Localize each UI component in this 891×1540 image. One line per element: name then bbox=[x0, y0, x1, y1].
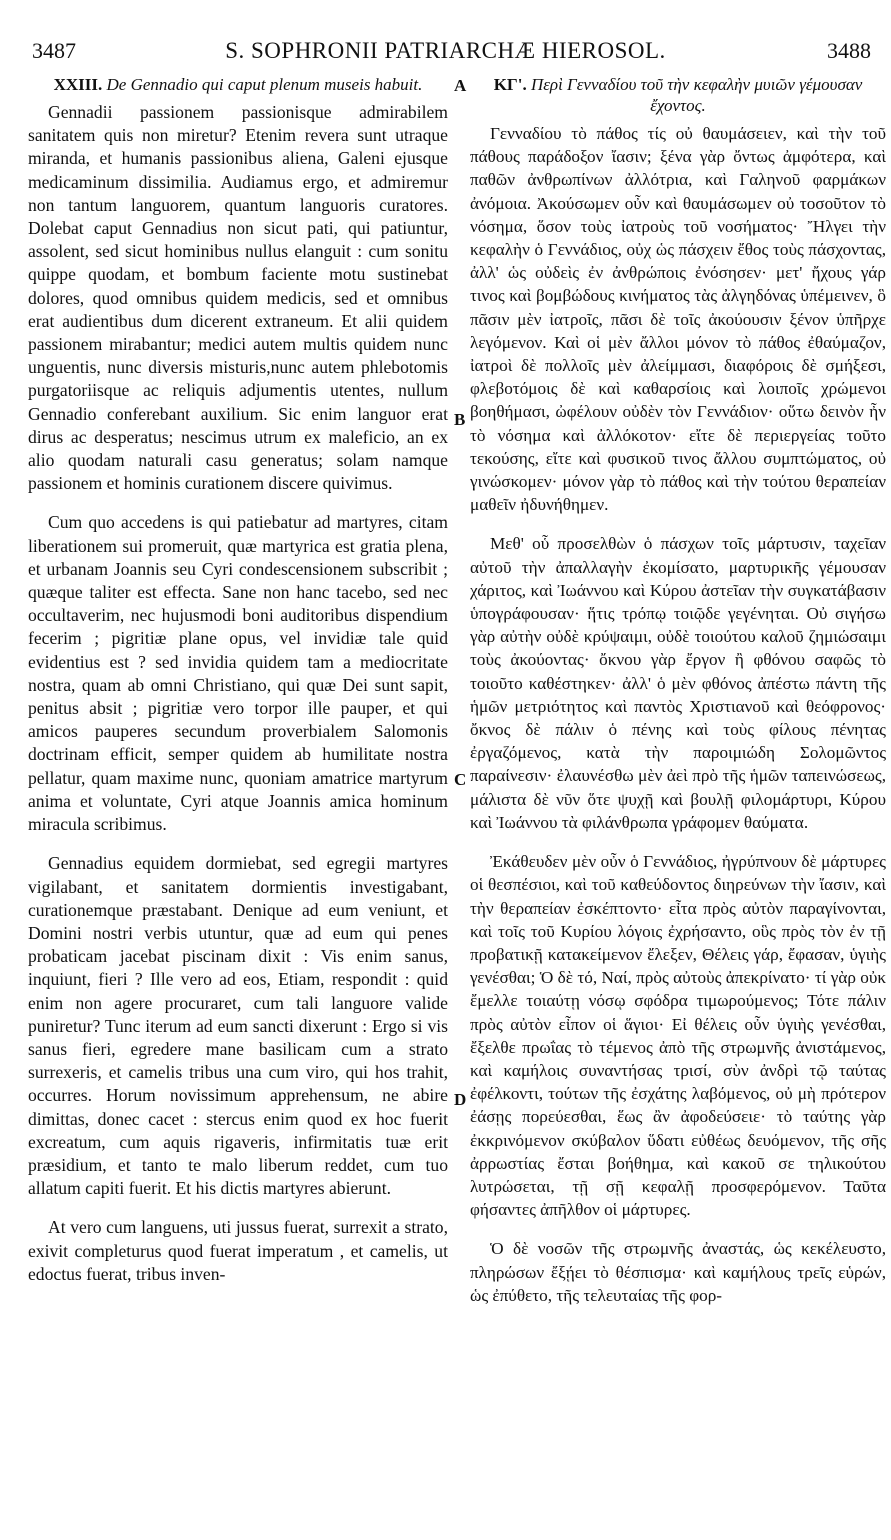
greek-paragraph: Γενναδίου τὸ πάθος τίς οὐ θαυμάσειεν, καὶ τὴν τοῦ πάθους παράδοξον ἴασιν; ξένα γὰρ ὄντως ἀμφότερα, καὶ παθῶν ἀνθρωπίνων ἀλλότρια, καὶ Γαληνοῦ φαρμάκων ἀνόμοια. Ἀκούσωμεν οὖν καὶ θαυμάσωμεν οὐ τοσοῦτον τὸ νόσημα, ὅσον τοὺς ἰατροὺς τοῦ νοσήματος· Ἤλγει τὴν κεφαλὴν ὁ Γεννάδιος, οὐχ ὡς πάσχειν ἔθος τοὺς πάσχοντας, ἀλλ' ὡς οὐδεὶς ἐν ἀνθρώποις ἐνόσησεν· μετ' ἤχους γάρ τινος καὶ βομβώδους κινήματος τὰς ἀλγηδόνας ὑπέμεινεν, ὃ πᾶσιν μὲν ἰατροῖς, πᾶσι δὲ τοῖς ἀκούουσιν ξένον ὑπῆρχε λεγόμενον. Καὶ οἱ μὲν ἄλλοι μόνον τὸ πάθος ἐθαύμαζον, ἰατροὶ δὲ πολλοῖς μὲν ἀλείμμασι, διαφόροις δὲ σμήξεσι, φλεβοτόμοις δὲ καὶ καθαρσίοις καὶ λοιποῖς χρώμενοι βοηθήμασι, ὠφέλουν οὐδὲν τὸν Γεννάδιον· οὕτω δεινὸν ἦν τὸ νόσημα καὶ ἀλλόκοτον· εἴτε δὲ περιεργείας τοῦτο τεκούσης, εἴτε καὶ φυσικοῦ τινος ἄλλου συμπτώματος, οὐ γινώσκομεν· μόνον γὰρ τὸ πάθος καὶ τὴν τούτου θεραπείαν μαθεῖν ἠδυνήθημεν. bbox=[470, 124, 886, 515]
greek-column bbox=[470, 74, 886, 1323]
latin-paragraph: Gennadius equidem dormiebat, sed egregii martyres vigilabant, et sanitatem dormientis investigabant, curationemque præstabant. Denique ad eum veniunt, et Domini nostri verbis utuntur, quæ ad eum qui penes probaticam jacebat piscinam dixit : Vis enim sanus, inquiunt, fieri ? Ille vero ad eos, Etiam, respondit : quid enim non agere procuraret, cum tali languore valide puniretur? Tunc iterum ad eum sancti dixerunt : Ergo si vis sanus fieri, egredere mane basilicam cum a strato surrexeris, et camelis tribus una cum viro, qui hos trahit, occurres. Horum novissimum apprehensum, ne abire dimittas, donec cacet : stercus enim quod ex hoc fuerit excreatum, cum aquis rigaveris, infirmitatis tuæ erit præsidium, et tanto te malo liberum reddet, cum tuo allatum capiti fuerit. Et his dictis martyres abierunt. bbox=[28, 853, 448, 1199]
latin-chapter-title bbox=[28, 74, 448, 95]
latin-chapter-heading: De Gennadio qui caput plenum museis habuit. bbox=[106, 75, 423, 94]
margin-letter-a: A bbox=[454, 76, 467, 95]
greek-paragraph: Μεθ' οὗ προσελθὼν ὁ πάσχων τοῖς μάρτυσιν, ταχεῖαν αὐτοῦ τὴν ἀπαλλαγὴν ἐκομίσατο, μαρτυρικῆς γέμουσαν χάριτος, καὶ Ἰωάννου καὶ Κύρου ἀστεῖαν τὴν συγκατάβασιν ὑπογράφουσαν· ἥτις τρόπῳ τοιῷδε γεγένηται. Οὐ σιγήσω γὰρ αὐτὴν οὐδὲ κρύψαιμι, οὐδὲ τοιούτου καλοῦ ζημιώσαιμι τοὺς ἀκούοντας· ὄκνου γὰρ ἔργον ἢ φθόνου σαφῶς τὸ τοιοῦτο καθέστηκεν· ἀλλ' ὁ μὲν φθόνος ἀπέστω πάντη τῆς ἡμῶν μετριότητος καὶ παντὸς Χριστιανοῦ καὶ θεόφρονος· ὄκνος δὲ πάλιν ὁ πένης καὶ τοὺς φίλους πένητας ἐργαζόμενος, κατὰ τὴν παροιμιώδη Σολομῶντος παραίνεσιν· ἐλαυνέσθω μὲν ἀεὶ πρὸ τῆς ἡμῶν ταπεινώσεως, μάλιστα δὲ νῦν ὅτε ψυχῇ καὶ βουλῇ φιλομάρτυρι, Κύρου καὶ Ἰωάννου τὰ φιλάνθρωπα γράφομεν θαύματα. bbox=[470, 534, 886, 832]
margin-letter-b: B bbox=[454, 410, 466, 429]
page-number-left: 3487 bbox=[32, 38, 76, 63]
margin-letter-d: D bbox=[454, 1090, 467, 1109]
greek-chapter-title bbox=[470, 74, 886, 116]
margin-letter-c: C bbox=[454, 770, 467, 789]
greek-paragraph: Ὁ δὲ νοσῶν τῆς στρωμνῆς ἀναστάς, ὡς κεκέλευστο, πληρώσων ἔξῄει τὸ θέσπισμα· καὶ καμήλους τρεῖς εὑρών, ὡς ἐπύθετο, τῆς τελευταίας τῆς φορ- bbox=[470, 1239, 886, 1305]
latin-chapter-number: XXIII. bbox=[53, 75, 103, 94]
latin-paragraph: Cum quo accedens is qui patiebatur ad martyres, citam liberationem sui promeruit, quæ martyrica est gratia plena, et urbanam Joannis seu Cyri condescensionem subscribit ; quæque taliter est effecta. Sane non hanc tacebo, sed nec occultaverim, nec hujusmodi boni auditoribus dispendium fecerim ; pigritiæ plane opus, vel invidiæ tale quid evidentius est ? sed invidia quidem tam a mediocritate nostra, quam ab omni Christiano, qui quæ Dei sunt sapit, penitus absit ; pigritiæ vero torpor ille pauper, et qui amicos pauperes secundum proverbialem Salomonis doctrinam efficit, semper quidem ab humilitate nostra pellatur, quam maxime nunc, quoniam amatrice martyrum anima et voluntate, Cyri atque Joannis amica hominum miracula scribimus. bbox=[28, 512, 448, 835]
latin-column bbox=[28, 74, 448, 1302]
latin-paragraph: At vero cum languens, uti jussus fuerat, surrexit a strato, exivit completurus quod fuerat imperatum , et camelis, ut edoctus fuerat, tribus inven- bbox=[28, 1217, 448, 1284]
latin-paragraph: Gennadii passionem passionisque admirabilem sanitatem quis non miretur? Etenim revera sunt utraque miranda, et humanis passionibus aliena, Galeni ejusque medicaminum dissimilia. Audiamus ergo, et admiremur non tantum languorem, quantum languoris curatores. Dolebat caput Gennadius non sicut pati, qui patiuntur, assolent, sed sicut hominibus nullus elanguit : cum sonitu quippe quodam, et bombum faciente motu sustinebat dolores, quod omnibus quidem medicis, sed et omnibus erat audientibus dum dicerent extraneum. Et alii quidem passionem mirabantur; medici autem multis quidem nunc unguentis, nunc diversis misturis,nunc autem phlebotomis purgatoriisque ac reliquis adjumentis utentes, nullum Gennadio conferebant auxilium. Sic enim languor erat dirus ac desperatus; nescimus utrum ex maleficio, an ex alio quodam naturali casu generatus; solam namque passionem et hominis curationem discere quivimus. bbox=[28, 102, 448, 494]
greek-chapter-heading: Περὶ Γενναδίου τοῦ τὴν κεφαλὴν μυιῶν γέμουσαν ἔχοντος. bbox=[530, 75, 863, 115]
page-header bbox=[0, 38, 891, 70]
greek-chapter-number: ΚΓ'. bbox=[493, 75, 527, 94]
greek-paragraph: Ἐκάθευδεν μὲν οὖν ὁ Γεννάδιος, ἠγρύπνουν δὲ μάρτυρες οἱ θεσπέσιοι, καὶ τοῦ καθεύδοντος διηρεύνων τὴν ἴασιν, καὶ τὴν θεραπείαν ἐσκέπτοντο· εἶτα πρὸς αὐτὸν παραγίνονται, καὶ τοῖς τοῦ Κυρίου λόγοις ἐχρήσαντο, οὓς πρὸς τὸν ἐν τῇ προβατικῇ κατακείμενον ἔλεξεν, Θέλεις γάρ, ἔφασαν, ὑγιὴς γενέσθαι; Ὁ δὲ τό, Ναί, πρὸς αὐτοὺς ἀπεκρίνατο· τί γὰρ οὐκ ἔμελλε τοιαύτῃ νόσῳ σφόδρα τιμωρούμενος; Τότε πάλιν πρὸς αὐτὸν εἶπον οἱ ἅγιοι· Εἰ θέλεις οὖν ὑγιὴς γενέσθαι, ἔξελθε πρωΐας τὸ τέμενος ἀπὸ τῆς στρωμνῆς ἀνιστάμενος, καὶ καμήλοις συναντήσας τρισί, σὺν ἀνδρὶ τῷ ταύτας ἐφέλκοντι, τούτων τῆς ἐσχάτης λαβόμενος, οὐ μὴ πρότερον ἐάσῃς πορεύεσθαι, ἕως ἂν ἀφοδεύσειε· τὸ ταύτης γὰρ ἐκκρινόμενον σκύβαλον ὕδατι εὐθέως δευόμενον, τῆς σῆς ἀρρωστίας ἔσται βοήθημα, καὶ κακοῦ σε τηλικούτου λυτρώσεται, τῇ σῇ κεφαλῇ προσφερόμενον. Ταῦτα φήσαντες ἀπῆλθον οἱ μάρτυρες. bbox=[470, 852, 886, 1220]
page-number-right: 3488 bbox=[827, 38, 871, 63]
running-title: S. SOPHRONII PATRIARCHÆ HIEROSOL. bbox=[225, 38, 666, 63]
